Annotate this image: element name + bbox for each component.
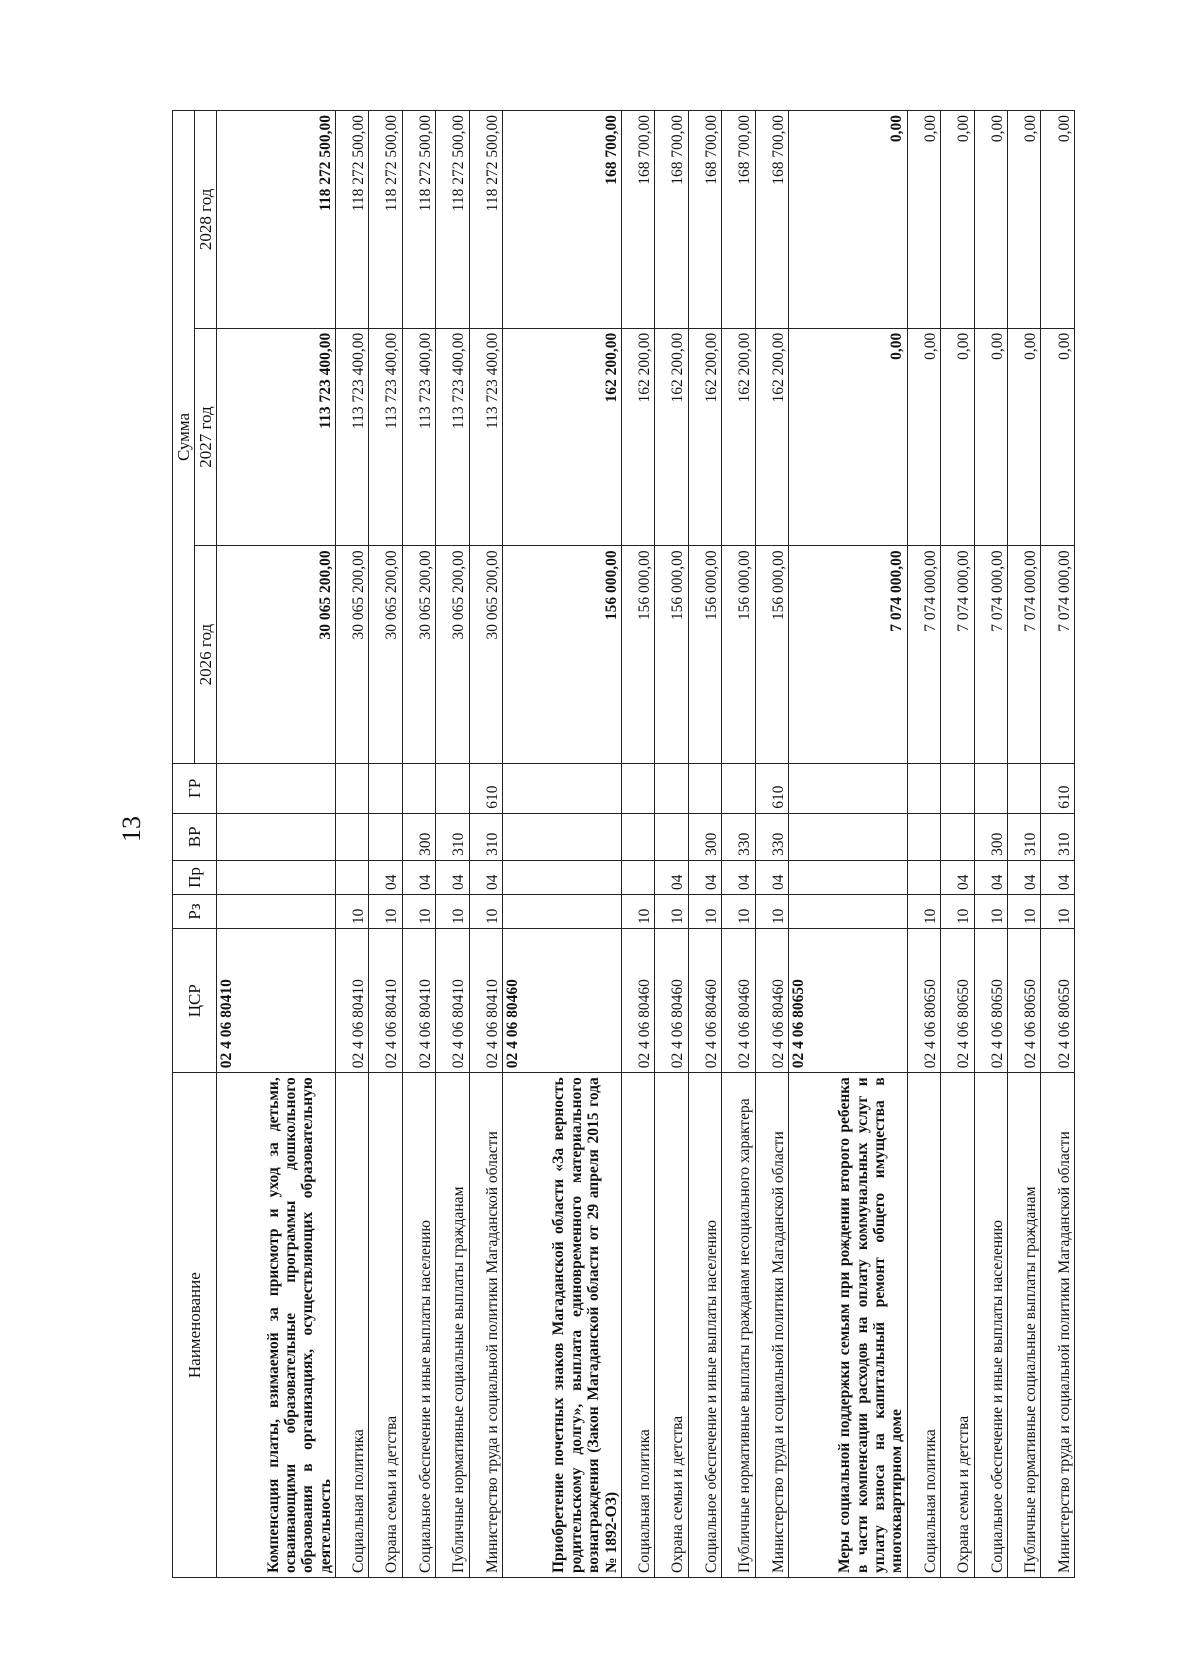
row-name: Министерство труда и социальной политики Магаданской области <box>1041 1073 1075 1578</box>
row-vr <box>788 813 907 860</box>
row-gr: 610 <box>469 763 502 813</box>
row-rz: 10 <box>755 895 788 929</box>
row-gr <box>688 763 721 813</box>
row-2028: 168 700,00 <box>502 111 621 329</box>
row-rz: 10 <box>655 895 688 929</box>
row-2028: 118 272 500,00 <box>335 111 368 329</box>
row-2027: 113 723 400,00 <box>469 328 502 546</box>
rotated-table-container <box>172 110 1075 1578</box>
row-pr: 04 <box>974 860 1007 894</box>
row-vr <box>941 813 974 860</box>
row-rz: 10 <box>1041 895 1075 929</box>
row-2027: 162 200,00 <box>688 328 721 546</box>
row-name: Социальное обеспечение и иные выплаты населению <box>974 1073 1007 1578</box>
table-row <box>788 111 907 1578</box>
row-rz: 10 <box>722 895 755 929</box>
table-row <box>369 111 402 1578</box>
row-vr: 310 <box>436 813 469 860</box>
row-name: Публичные нормативные социальные выплаты гражданам <box>436 1073 469 1578</box>
row-2027: 113 723 400,00 <box>402 328 435 546</box>
row-vr: 310 <box>1008 813 1041 860</box>
row-2028: 118 272 500,00 <box>217 111 336 329</box>
row-pr <box>788 860 907 894</box>
row-vr <box>502 813 621 860</box>
row-2028: 0,00 <box>907 111 940 329</box>
row-vr <box>217 813 336 860</box>
col-header-vr: ВР <box>173 813 217 860</box>
row-csr: 02 4 06 80410 <box>369 929 402 1073</box>
row-name: Министерство труда и социальной политики Магаданской области <box>755 1073 788 1578</box>
row-name: Меры социальной поддержки семьям при рождении второго ребенка в части компенсации расходов на оплату коммунальных услуг и уплату взноса на капитальный ремонт общего имущества в многоквартирном доме <box>788 1073 907 1578</box>
row-2028: 0,00 <box>1041 111 1075 329</box>
row-2027: 0,00 <box>1041 328 1075 546</box>
row-rz: 10 <box>688 895 721 929</box>
table-row <box>1041 111 1075 1578</box>
row-2027: 113 723 400,00 <box>335 328 368 546</box>
row-2027: 0,00 <box>788 328 907 546</box>
row-pr: 04 <box>941 860 974 894</box>
row-vr: 300 <box>402 813 435 860</box>
row-vr: 330 <box>722 813 755 860</box>
table-row <box>1008 111 1041 1578</box>
row-2028: 118 272 500,00 <box>436 111 469 329</box>
row-name: Охрана семьи и детства <box>655 1073 688 1578</box>
table-row <box>755 111 788 1578</box>
row-pr <box>907 860 940 894</box>
row-rz: 10 <box>621 895 654 929</box>
row-csr: 02 4 06 80650 <box>1041 929 1075 1073</box>
table-row <box>469 111 502 1578</box>
row-rz: 10 <box>335 895 368 929</box>
row-vr <box>621 813 654 860</box>
row-gr <box>502 763 621 813</box>
row-2028: 168 700,00 <box>621 111 654 329</box>
row-pr: 04 <box>369 860 402 894</box>
row-pr: 04 <box>655 860 688 894</box>
row-name: Публичные нормативные социальные выплаты гражданам <box>1008 1073 1041 1578</box>
row-2026: 156 000,00 <box>755 546 788 764</box>
row-rz: 10 <box>469 895 502 929</box>
row-vr <box>335 813 368 860</box>
row-gr <box>436 763 469 813</box>
row-2026: 30 065 200,00 <box>436 546 469 764</box>
row-csr: 02 4 06 80410 <box>335 929 368 1073</box>
row-vr: 310 <box>469 813 502 860</box>
budget-table <box>172 110 1075 1578</box>
row-gr <box>217 763 336 813</box>
row-rz <box>502 895 621 929</box>
row-csr: 02 4 06 80460 <box>502 929 621 1073</box>
row-pr <box>335 860 368 894</box>
row-csr: 02 4 06 80410 <box>469 929 502 1073</box>
row-rz: 10 <box>1008 895 1041 929</box>
row-name: Социальное обеспечение и иные выплаты населению <box>402 1073 435 1578</box>
row-gr <box>402 763 435 813</box>
row-pr <box>217 860 336 894</box>
col-header-2027: 2027 год <box>195 328 217 546</box>
row-gr <box>907 763 940 813</box>
row-csr: 02 4 06 80460 <box>688 929 721 1073</box>
row-pr: 04 <box>755 860 788 894</box>
table-row <box>217 111 336 1578</box>
table-row <box>722 111 755 1578</box>
row-csr: 02 4 06 80650 <box>974 929 1007 1073</box>
col-header-2028: 2028 год <box>195 111 217 329</box>
row-vr <box>655 813 688 860</box>
col-header-csr: ЦСР <box>173 929 217 1073</box>
row-name: Публичные нормативные выплаты гражданам несоциального характера <box>722 1073 755 1578</box>
row-2027: 0,00 <box>974 328 1007 546</box>
row-2026: 7 074 000,00 <box>941 546 974 764</box>
row-2026: 7 074 000,00 <box>907 546 940 764</box>
row-pr: 04 <box>688 860 721 894</box>
row-gr <box>788 763 907 813</box>
row-csr: 02 4 06 80410 <box>217 929 336 1073</box>
row-2026: 30 065 200,00 <box>217 546 336 764</box>
row-name: Компенсация платы, взимаемой за присмотр и уход за детьми, осваивающими образовательные программы дошкольного образования в организациях, осуществляющих образовательную деятельность <box>217 1073 336 1578</box>
row-2026: 7 074 000,00 <box>788 546 907 764</box>
col-header-pr: Пр <box>173 860 217 894</box>
row-vr <box>369 813 402 860</box>
row-2027: 113 723 400,00 <box>217 328 336 546</box>
row-2026: 7 074 000,00 <box>974 546 1007 764</box>
row-csr: 02 4 06 80650 <box>788 929 907 1073</box>
page-number: 13 <box>117 816 146 842</box>
row-name: Социальная политика <box>907 1073 940 1578</box>
row-2028: 118 272 500,00 <box>402 111 435 329</box>
row-2027: 0,00 <box>941 328 974 546</box>
table-row <box>974 111 1007 1578</box>
row-2027: 113 723 400,00 <box>436 328 469 546</box>
col-header-gr: ГР <box>173 763 217 813</box>
row-gr <box>1008 763 1041 813</box>
row-vr: 310 <box>1041 813 1075 860</box>
row-2028: 0,00 <box>974 111 1007 329</box>
row-vr <box>907 813 940 860</box>
row-rz: 10 <box>907 895 940 929</box>
row-pr: 04 <box>1041 860 1075 894</box>
row-2026: 7 074 000,00 <box>1041 546 1075 764</box>
row-vr: 330 <box>755 813 788 860</box>
row-name: Охрана семьи и детства <box>941 1073 974 1578</box>
col-header-rz: Рз <box>173 895 217 929</box>
row-pr: 04 <box>469 860 502 894</box>
table-row <box>655 111 688 1578</box>
table-row <box>941 111 974 1578</box>
row-2027: 162 200,00 <box>502 328 621 546</box>
row-rz <box>788 895 907 929</box>
row-vr: 300 <box>974 813 1007 860</box>
row-gr <box>369 763 402 813</box>
row-2026: 156 000,00 <box>655 546 688 764</box>
row-name: Социальная политика <box>335 1073 368 1578</box>
row-gr <box>655 763 688 813</box>
row-vr: 300 <box>688 813 721 860</box>
row-pr <box>621 860 654 894</box>
row-gr: 610 <box>1041 763 1075 813</box>
row-gr: 610 <box>755 763 788 813</box>
row-gr <box>722 763 755 813</box>
row-csr: 02 4 06 80650 <box>907 929 940 1073</box>
row-rz: 10 <box>974 895 1007 929</box>
row-2028: 0,00 <box>941 111 974 329</box>
row-2026: 30 065 200,00 <box>335 546 368 764</box>
row-2026: 156 000,00 <box>621 546 654 764</box>
row-2026: 156 000,00 <box>502 546 621 764</box>
header-row-1 <box>173 111 195 1578</box>
row-2027: 162 200,00 <box>621 328 654 546</box>
table-row <box>688 111 721 1578</box>
row-2027: 162 200,00 <box>755 328 788 546</box>
row-csr: 02 4 06 80410 <box>436 929 469 1073</box>
row-csr: 02 4 06 80410 <box>402 929 435 1073</box>
row-2027: 113 723 400,00 <box>369 328 402 546</box>
table-row <box>436 111 469 1578</box>
row-rz: 10 <box>436 895 469 929</box>
row-pr <box>502 860 621 894</box>
row-csr: 02 4 06 80650 <box>941 929 974 1073</box>
row-name: Приобретение почетных знаков Магаданской области «За верность родительскому долгу», выплата единовременного материального вознаграждения (Закон Магаданской области от 29 апреля 2015 года № 1892-ОЗ) <box>502 1073 621 1578</box>
row-2026: 156 000,00 <box>688 546 721 764</box>
row-2027: 162 200,00 <box>722 328 755 546</box>
row-2026: 156 000,00 <box>722 546 755 764</box>
row-csr: 02 4 06 80460 <box>722 929 755 1073</box>
row-2026: 30 065 200,00 <box>402 546 435 764</box>
row-2028: 0,00 <box>1008 111 1041 329</box>
table-row <box>402 111 435 1578</box>
col-header-name: Наименование <box>173 1073 217 1578</box>
row-name: Социальная политика <box>621 1073 654 1578</box>
row-pr: 04 <box>402 860 435 894</box>
table-row <box>335 111 368 1578</box>
row-csr: 02 4 06 80460 <box>655 929 688 1073</box>
col-header-sum: Сумма <box>173 111 195 764</box>
row-2027: 0,00 <box>907 328 940 546</box>
row-rz: 10 <box>402 895 435 929</box>
row-rz: 10 <box>941 895 974 929</box>
row-gr <box>941 763 974 813</box>
row-2028: 168 700,00 <box>722 111 755 329</box>
table-row <box>502 111 621 1578</box>
row-rz <box>217 895 336 929</box>
col-header-2026: 2026 год <box>195 546 217 764</box>
row-2026: 30 065 200,00 <box>469 546 502 764</box>
row-2027: 162 200,00 <box>655 328 688 546</box>
row-name: Охрана семьи и детства <box>369 1073 402 1578</box>
row-2026: 7 074 000,00 <box>1008 546 1041 764</box>
row-2028: 0,00 <box>788 111 907 329</box>
row-2028: 168 700,00 <box>655 111 688 329</box>
table-row <box>621 111 654 1578</box>
row-gr <box>974 763 1007 813</box>
row-gr <box>335 763 368 813</box>
row-pr: 04 <box>436 860 469 894</box>
row-csr: 02 4 06 80460 <box>755 929 788 1073</box>
row-rz: 10 <box>369 895 402 929</box>
row-pr: 04 <box>722 860 755 894</box>
table-row <box>907 111 940 1578</box>
row-2027: 0,00 <box>1008 328 1041 546</box>
row-csr: 02 4 06 80650 <box>1008 929 1041 1073</box>
row-name: Министерство труда и социальной политики Магаданской области <box>469 1073 502 1578</box>
row-name: Социальное обеспечение и иные выплаты населению <box>688 1073 721 1578</box>
row-gr <box>621 763 654 813</box>
row-csr: 02 4 06 80460 <box>621 929 654 1073</box>
row-pr: 04 <box>1008 860 1041 894</box>
row-2026: 30 065 200,00 <box>369 546 402 764</box>
row-2028: 118 272 500,00 <box>369 111 402 329</box>
row-2028: 168 700,00 <box>688 111 721 329</box>
row-2028: 118 272 500,00 <box>469 111 502 329</box>
row-2028: 168 700,00 <box>755 111 788 329</box>
